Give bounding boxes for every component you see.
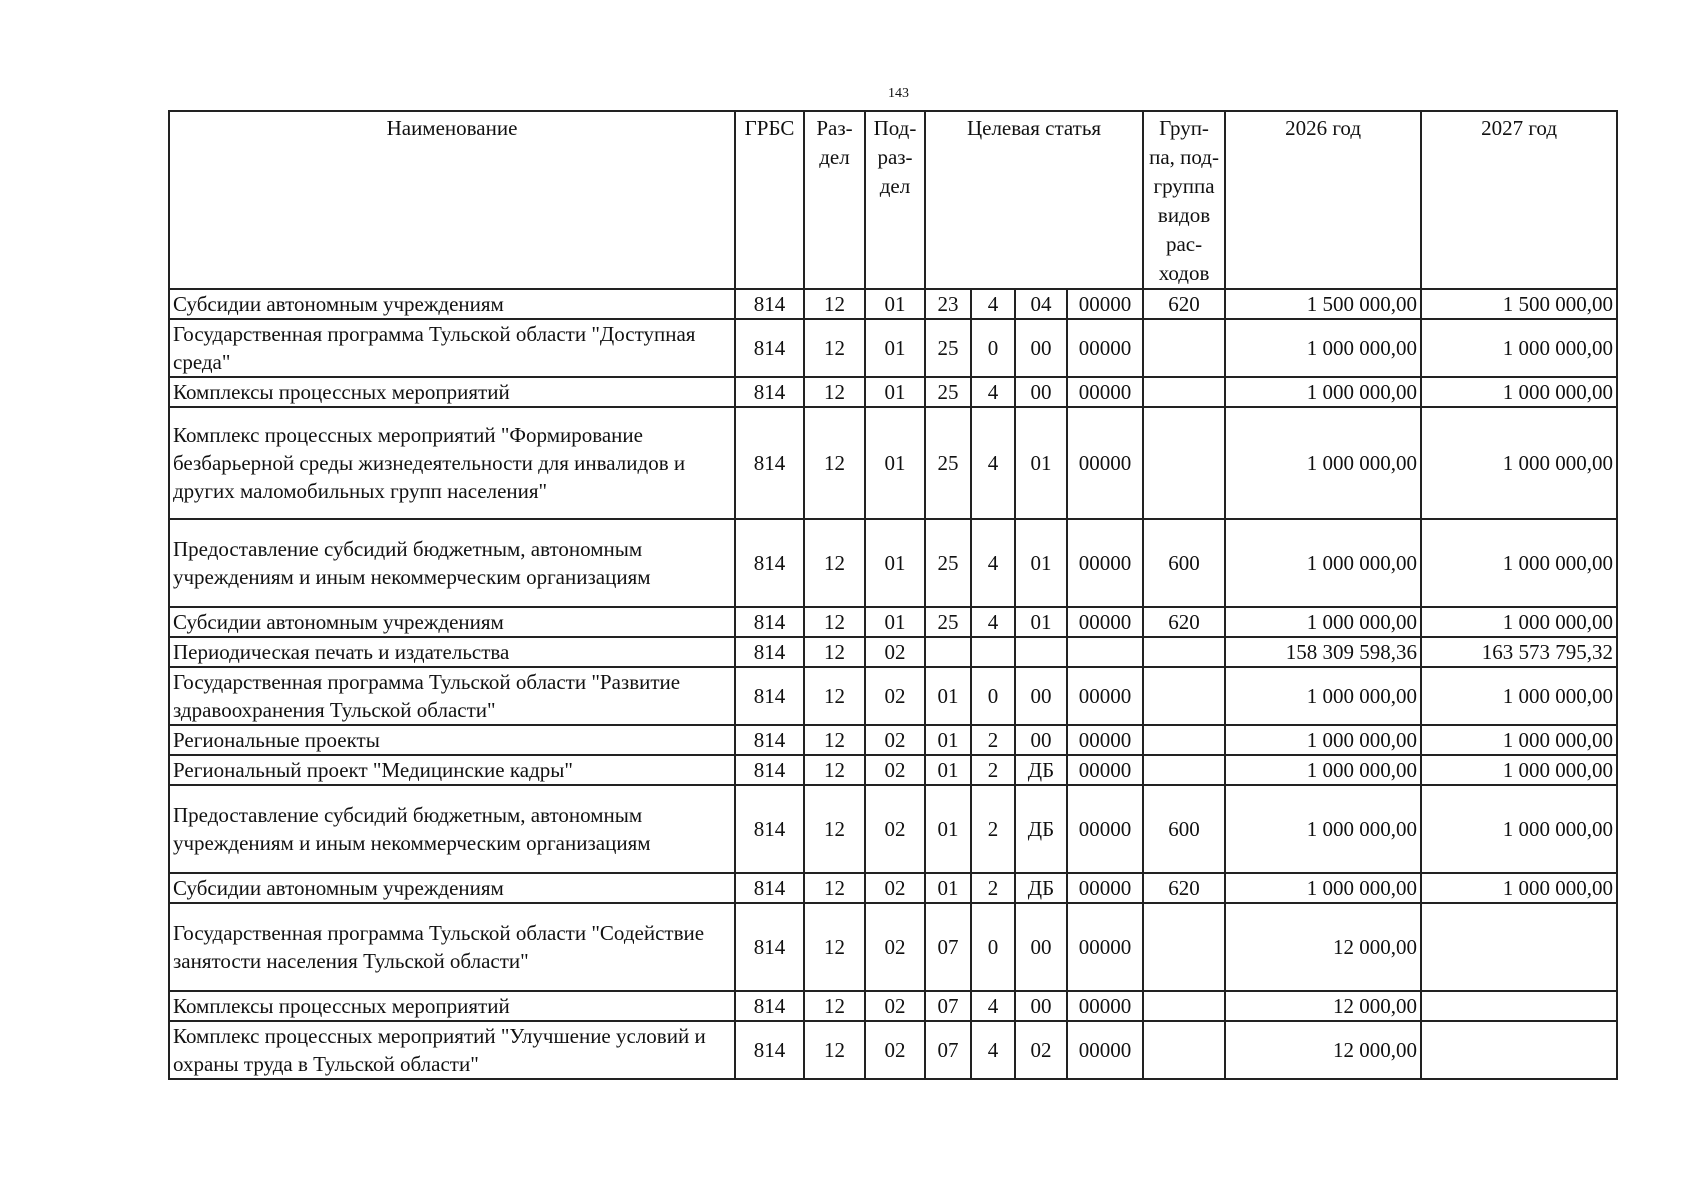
row-name: Региональные проекты bbox=[169, 725, 735, 755]
budget-table bbox=[168, 110, 1618, 1080]
header-year-2027: 2027 год bbox=[1421, 111, 1617, 289]
row-name: Предоставление субсидий бюджетным, автономным учреждениям и иным некоммерческим организациям bbox=[169, 785, 735, 873]
row-razdel: 12 bbox=[804, 377, 865, 407]
header-razdel: Раз- дел bbox=[804, 111, 865, 289]
row-grbs: 814 bbox=[735, 407, 804, 519]
row-amount-2026: 1 000 000,00 bbox=[1225, 785, 1421, 873]
row-amount-2026: 1 000 000,00 bbox=[1225, 755, 1421, 785]
row-amount-2026: 12 000,00 bbox=[1225, 903, 1421, 991]
row-expense-group bbox=[1143, 319, 1225, 377]
row-razdel: 12 bbox=[804, 725, 865, 755]
row-amount-2026: 12 000,00 bbox=[1225, 1021, 1421, 1079]
row-podrazdel: 01 bbox=[865, 377, 925, 407]
row-name: Комплексы процессных мероприятий bbox=[169, 991, 735, 1021]
row-podrazdel: 01 bbox=[865, 289, 925, 319]
row-name: Государственная программа Тульской области "Содействие занятости населения Тульской области" bbox=[169, 903, 735, 991]
table-row bbox=[169, 319, 1617, 377]
table-row bbox=[169, 903, 1617, 991]
row-target-type bbox=[971, 637, 1015, 667]
row-name: Государственная программа Тульской области "Развитие здравоохранения Тульской области" bbox=[169, 667, 735, 725]
table-row bbox=[169, 785, 1617, 873]
row-target-type: 0 bbox=[971, 667, 1015, 725]
row-amount-2027 bbox=[1421, 1021, 1617, 1079]
row-target-program: 01 bbox=[925, 667, 971, 725]
row-target-program: 25 bbox=[925, 607, 971, 637]
row-target-event: 01 bbox=[1015, 407, 1067, 519]
row-name: Региональный проект "Медицинские кадры" bbox=[169, 755, 735, 785]
row-amount-2027: 1 000 000,00 bbox=[1421, 667, 1617, 725]
header-expense-group: Груп- па, под- группа видов рас- ходов bbox=[1143, 111, 1225, 289]
row-grbs: 814 bbox=[735, 873, 804, 903]
row-grbs: 814 bbox=[735, 637, 804, 667]
row-name: Субсидии автономным учреждениям bbox=[169, 607, 735, 637]
row-podrazdel: 02 bbox=[865, 991, 925, 1021]
row-razdel: 12 bbox=[804, 319, 865, 377]
row-target-direction: 00000 bbox=[1067, 725, 1143, 755]
row-razdel: 12 bbox=[804, 873, 865, 903]
row-amount-2026: 12 000,00 bbox=[1225, 991, 1421, 1021]
row-razdel: 12 bbox=[804, 903, 865, 991]
row-podrazdel: 02 bbox=[865, 637, 925, 667]
row-target-direction: 00000 bbox=[1067, 1021, 1143, 1079]
row-podrazdel: 01 bbox=[865, 519, 925, 607]
table-row bbox=[169, 755, 1617, 785]
row-target-event: 00 bbox=[1015, 377, 1067, 407]
row-target-event: 00 bbox=[1015, 903, 1067, 991]
row-grbs: 814 bbox=[735, 289, 804, 319]
table-row bbox=[169, 407, 1617, 519]
row-amount-2027: 1 000 000,00 bbox=[1421, 319, 1617, 377]
row-razdel: 12 bbox=[804, 755, 865, 785]
row-amount-2026: 1 000 000,00 bbox=[1225, 319, 1421, 377]
row-target-program: 01 bbox=[925, 785, 971, 873]
row-amount-2026: 1 000 000,00 bbox=[1225, 407, 1421, 519]
row-grbs: 814 bbox=[735, 991, 804, 1021]
row-grbs: 814 bbox=[735, 667, 804, 725]
row-target-type: 4 bbox=[971, 991, 1015, 1021]
row-target-event: 00 bbox=[1015, 319, 1067, 377]
row-target-direction: 00000 bbox=[1067, 289, 1143, 319]
table-row bbox=[169, 1021, 1617, 1079]
row-target-type: 4 bbox=[971, 407, 1015, 519]
row-target-type: 4 bbox=[971, 377, 1015, 407]
row-razdel: 12 bbox=[804, 991, 865, 1021]
row-name: Периодическая печать и издательства bbox=[169, 637, 735, 667]
row-grbs: 814 bbox=[735, 607, 804, 637]
row-amount-2026: 1 000 000,00 bbox=[1225, 519, 1421, 607]
row-target-type: 4 bbox=[971, 1021, 1015, 1079]
row-expense-group bbox=[1143, 667, 1225, 725]
row-amount-2026: 1 000 000,00 bbox=[1225, 725, 1421, 755]
row-target-direction: 00000 bbox=[1067, 519, 1143, 607]
row-target-program: 25 bbox=[925, 377, 971, 407]
row-target-direction: 00000 bbox=[1067, 873, 1143, 903]
row-target-event: 01 bbox=[1015, 607, 1067, 637]
row-target-type: 0 bbox=[971, 903, 1015, 991]
row-razdel: 12 bbox=[804, 289, 865, 319]
header-podrazdel: Под- раз- дел bbox=[865, 111, 925, 289]
row-grbs: 814 bbox=[735, 1021, 804, 1079]
row-razdel: 12 bbox=[804, 407, 865, 519]
row-target-type: 4 bbox=[971, 289, 1015, 319]
row-grbs: 814 bbox=[735, 377, 804, 407]
row-amount-2027: 1 000 000,00 bbox=[1421, 755, 1617, 785]
row-expense-group bbox=[1143, 903, 1225, 991]
row-podrazdel: 02 bbox=[865, 725, 925, 755]
row-name: Субсидии автономным учреждениям bbox=[169, 873, 735, 903]
row-expense-group bbox=[1143, 377, 1225, 407]
row-amount-2027: 1 000 000,00 bbox=[1421, 607, 1617, 637]
row-razdel: 12 bbox=[804, 785, 865, 873]
row-podrazdel: 01 bbox=[865, 407, 925, 519]
row-target-event bbox=[1015, 637, 1067, 667]
table-row bbox=[169, 289, 1617, 319]
row-target-event: ДБ bbox=[1015, 873, 1067, 903]
row-amount-2027: 1 000 000,00 bbox=[1421, 725, 1617, 755]
row-grbs: 814 bbox=[735, 725, 804, 755]
row-target-event: 00 bbox=[1015, 667, 1067, 725]
row-expense-group: 620 bbox=[1143, 289, 1225, 319]
row-razdel: 12 bbox=[804, 667, 865, 725]
row-target-program: 07 bbox=[925, 991, 971, 1021]
row-target-program: 25 bbox=[925, 519, 971, 607]
row-target-direction: 00000 bbox=[1067, 991, 1143, 1021]
row-podrazdel: 02 bbox=[865, 903, 925, 991]
row-target-type: 2 bbox=[971, 785, 1015, 873]
row-podrazdel: 02 bbox=[865, 667, 925, 725]
row-amount-2027: 1 000 000,00 bbox=[1421, 377, 1617, 407]
table-row bbox=[169, 873, 1617, 903]
row-target-program: 25 bbox=[925, 319, 971, 377]
row-amount-2027: 1 000 000,00 bbox=[1421, 519, 1617, 607]
row-amount-2027 bbox=[1421, 991, 1617, 1021]
table-row bbox=[169, 725, 1617, 755]
row-target-type: 0 bbox=[971, 319, 1015, 377]
row-name: Комплекс процессных мероприятий "Улучшение условий и охраны труда в Тульской области" bbox=[169, 1021, 735, 1079]
row-expense-group: 620 bbox=[1143, 873, 1225, 903]
row-expense-group bbox=[1143, 755, 1225, 785]
row-razdel: 12 bbox=[804, 1021, 865, 1079]
row-target-program: 01 bbox=[925, 755, 971, 785]
row-razdel: 12 bbox=[804, 519, 865, 607]
row-name: Комплекс процессных мероприятий "Формирование безбарьерной среды жизнедеятельности для инвалидов и других маломобильных групп населения" bbox=[169, 407, 735, 519]
row-target-direction: 00000 bbox=[1067, 755, 1143, 785]
row-target-type: 4 bbox=[971, 519, 1015, 607]
header-target-article: Целевая статья bbox=[925, 111, 1143, 289]
row-expense-group bbox=[1143, 991, 1225, 1021]
row-name: Государственная программа Тульской области "Доступная среда" bbox=[169, 319, 735, 377]
row-target-program: 23 bbox=[925, 289, 971, 319]
header-name: Наименование bbox=[169, 111, 735, 289]
row-grbs: 814 bbox=[735, 319, 804, 377]
row-target-direction: 00000 bbox=[1067, 319, 1143, 377]
row-podrazdel: 01 bbox=[865, 319, 925, 377]
row-expense-group bbox=[1143, 725, 1225, 755]
row-podrazdel: 02 bbox=[865, 873, 925, 903]
row-target-event: 02 bbox=[1015, 1021, 1067, 1079]
row-amount-2026: 1 500 000,00 bbox=[1225, 289, 1421, 319]
row-target-type: 2 bbox=[971, 873, 1015, 903]
table-row bbox=[169, 519, 1617, 607]
row-podrazdel: 02 bbox=[865, 1021, 925, 1079]
row-grbs: 814 bbox=[735, 903, 804, 991]
row-amount-2026: 1 000 000,00 bbox=[1225, 667, 1421, 725]
row-target-event: 01 bbox=[1015, 519, 1067, 607]
row-target-event: ДБ bbox=[1015, 755, 1067, 785]
row-podrazdel: 02 bbox=[865, 755, 925, 785]
row-grbs: 814 bbox=[735, 755, 804, 785]
page-number: 143 bbox=[888, 86, 909, 101]
row-expense-group: 620 bbox=[1143, 607, 1225, 637]
row-amount-2026: 1 000 000,00 bbox=[1225, 607, 1421, 637]
row-target-direction: 00000 bbox=[1067, 667, 1143, 725]
row-target-event: 00 bbox=[1015, 725, 1067, 755]
row-target-program: 07 bbox=[925, 1021, 971, 1079]
row-name: Комплексы процессных мероприятий bbox=[169, 377, 735, 407]
row-target-type: 4 bbox=[971, 607, 1015, 637]
row-name: Субсидии автономным учреждениям bbox=[169, 289, 735, 319]
row-target-direction: 00000 bbox=[1067, 607, 1143, 637]
row-target-program: 01 bbox=[925, 873, 971, 903]
row-grbs: 814 bbox=[735, 519, 804, 607]
row-amount-2026: 1 000 000,00 bbox=[1225, 377, 1421, 407]
row-target-type: 2 bbox=[971, 755, 1015, 785]
row-expense-group bbox=[1143, 637, 1225, 667]
row-grbs: 814 bbox=[735, 785, 804, 873]
row-podrazdel: 01 bbox=[865, 607, 925, 637]
table-row bbox=[169, 607, 1617, 637]
row-razdel: 12 bbox=[804, 607, 865, 637]
table-header-row bbox=[169, 111, 1617, 289]
row-target-direction: 00000 bbox=[1067, 903, 1143, 991]
row-target-event: 00 bbox=[1015, 991, 1067, 1021]
row-expense-group bbox=[1143, 407, 1225, 519]
row-target-direction: 00000 bbox=[1067, 377, 1143, 407]
row-target-event: 04 bbox=[1015, 289, 1067, 319]
row-expense-group: 600 bbox=[1143, 785, 1225, 873]
row-name: Предоставление субсидий бюджетным, автономным учреждениям и иным некоммерческим организациям bbox=[169, 519, 735, 607]
row-expense-group bbox=[1143, 1021, 1225, 1079]
row-amount-2027: 1 000 000,00 bbox=[1421, 407, 1617, 519]
row-amount-2027: 1 000 000,00 bbox=[1421, 785, 1617, 873]
row-target-direction: 00000 bbox=[1067, 407, 1143, 519]
row-target-direction bbox=[1067, 637, 1143, 667]
row-target-program: 07 bbox=[925, 903, 971, 991]
row-amount-2027 bbox=[1421, 903, 1617, 991]
table-row bbox=[169, 667, 1617, 725]
row-target-type: 2 bbox=[971, 725, 1015, 755]
table-row bbox=[169, 991, 1617, 1021]
row-target-direction: 00000 bbox=[1067, 785, 1143, 873]
header-year-2026: 2026 год bbox=[1225, 111, 1421, 289]
row-amount-2027: 1 000 000,00 bbox=[1421, 873, 1617, 903]
row-amount-2027: 1 500 000,00 bbox=[1421, 289, 1617, 319]
row-amount-2026: 158 309 598,36 bbox=[1225, 637, 1421, 667]
row-target-program bbox=[925, 637, 971, 667]
row-podrazdel: 02 bbox=[865, 785, 925, 873]
table-row bbox=[169, 377, 1617, 407]
row-target-event: ДБ bbox=[1015, 785, 1067, 873]
row-razdel: 12 bbox=[804, 637, 865, 667]
row-amount-2026: 1 000 000,00 bbox=[1225, 873, 1421, 903]
header-grbs: ГРБС bbox=[735, 111, 804, 289]
row-expense-group: 600 bbox=[1143, 519, 1225, 607]
table-row bbox=[169, 637, 1617, 667]
row-target-program: 25 bbox=[925, 407, 971, 519]
row-target-program: 01 bbox=[925, 725, 971, 755]
row-amount-2027: 163 573 795,32 bbox=[1421, 637, 1617, 667]
